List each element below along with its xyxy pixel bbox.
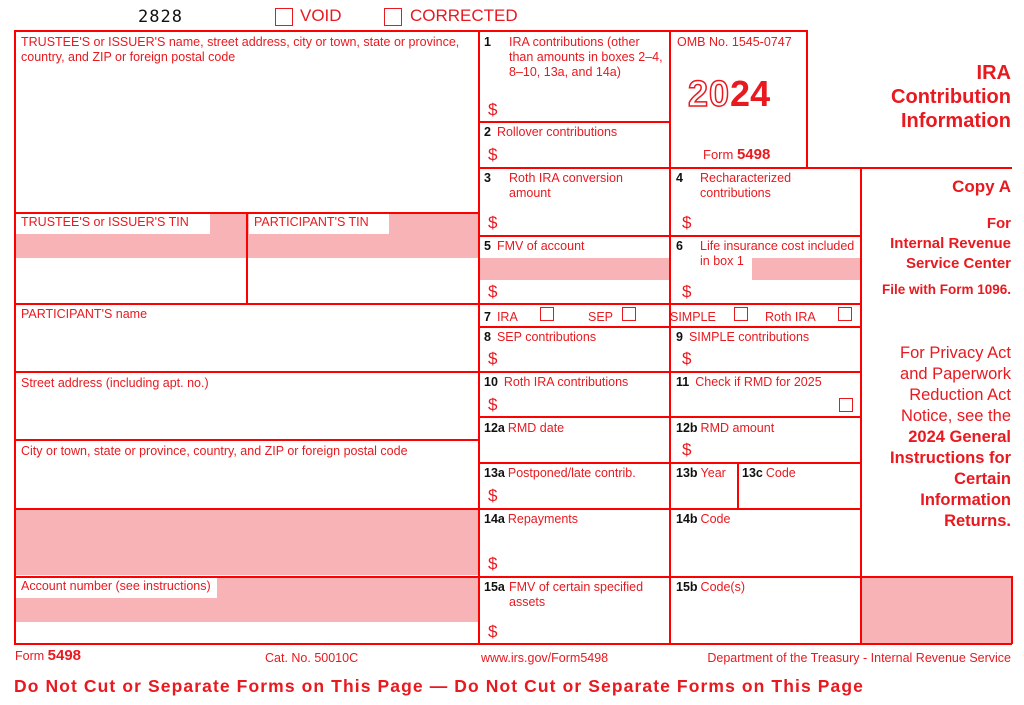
- box2-number: 2: [484, 125, 491, 139]
- form-code: 2828: [138, 7, 183, 27]
- box10-text: Roth IRA contributions: [503, 375, 629, 389]
- copy-label: Copy A: [952, 177, 1011, 196]
- box14a-field[interactable]: [500, 551, 665, 573]
- rule-m3: [478, 235, 861, 237]
- street-label: Street address (including apt. no.): [21, 376, 209, 390]
- box15b-label: [676, 580, 745, 595]
- rule-l5: [14, 508, 479, 510]
- box4-number: 4: [676, 171, 683, 185]
- copy-for: [890, 214, 1011, 274]
- privacy-line8: Information: [920, 491, 1011, 509]
- box13a-text: Postponed/late contrib.: [507, 466, 636, 480]
- box12b-number: 12b: [676, 421, 698, 435]
- box12a-number: 12a: [484, 421, 505, 435]
- footer-cat-no: Cat. No. 50010C: [265, 651, 359, 665]
- box14a-label: [484, 512, 578, 527]
- copy-irs-line1: Internal Revenue: [890, 235, 1011, 252]
- box11-label: [676, 375, 822, 390]
- box6-number: 6: [676, 239, 683, 253]
- box12b-label: [676, 421, 774, 436]
- box13a-field[interactable]: [500, 484, 665, 506]
- rule-m7: [478, 416, 861, 418]
- box8-label: [484, 330, 596, 345]
- box13c-label: [742, 466, 796, 481]
- box5-number: 5: [484, 239, 491, 253]
- box9-number: 9: [676, 330, 683, 344]
- box9-dollar: $: [682, 349, 692, 368]
- box13b-label: [676, 466, 726, 481]
- box3-number: 3: [484, 171, 491, 185]
- rule-tin-split: [246, 212, 248, 303]
- box6-label: [676, 239, 689, 254]
- box5-label: [484, 239, 585, 254]
- rule-top-right: [478, 30, 808, 32]
- box8-field[interactable]: [500, 347, 665, 369]
- privacy-line2: and Paperwork: [900, 365, 1011, 383]
- tax-year: [688, 74, 770, 114]
- omb-form-id: [703, 146, 770, 163]
- footer-dept: Department of the Treasury - Internal Revenue Service: [707, 651, 1011, 665]
- privacy-line3: Reduction Act: [909, 386, 1011, 404]
- box10-label: [484, 375, 628, 390]
- cut-warning: Do Not Cut or Separate Forms on This Page — Do Not Cut or Separate Forms on This Page: [14, 676, 864, 696]
- box6-dollar: $: [682, 282, 692, 301]
- omb-form-number: 5498: [736, 146, 771, 163]
- file-with: File with Form 1096.: [881, 282, 1011, 297]
- box8-text: SEP contributions: [496, 330, 597, 344]
- box14b-field[interactable]: [676, 530, 856, 572]
- footer-form: [15, 647, 81, 664]
- box13c-text: Code: [765, 466, 796, 480]
- box7-roth-label: Roth IRA: [765, 310, 816, 324]
- box1-dollar: $: [488, 100, 498, 119]
- box2-field[interactable]: [500, 143, 665, 165]
- box12a-field[interactable]: [484, 438, 665, 460]
- box15b-number: 15b: [676, 580, 698, 594]
- box10-dollar: $: [488, 395, 498, 414]
- tax-year-suffix: 24: [730, 73, 771, 114]
- box7-ira-label: IRA: [496, 310, 518, 324]
- participant-tin-field[interactable]: [249, 258, 477, 302]
- shade-right-bottom: [861, 576, 1011, 643]
- box15b-text: Code(s): [700, 580, 746, 594]
- box15a-number: 15a: [484, 580, 505, 594]
- box1-label: [484, 35, 497, 50]
- box9-field[interactable]: [694, 347, 856, 369]
- box11-text: Check if RMD for 2025: [695, 375, 822, 389]
- box12a-text: RMD date: [507, 421, 565, 435]
- rule-m8: [478, 462, 861, 464]
- trustee-name-field[interactable]: [21, 70, 461, 200]
- box3-dollar: $: [488, 213, 498, 232]
- trustee-tin-label: TRUSTEE'S or ISSUER'S TIN: [16, 214, 210, 234]
- box9-label: [676, 330, 809, 345]
- box2-label: [484, 125, 617, 140]
- privacy-notice: [890, 343, 1011, 532]
- rule-omb-right: [806, 30, 808, 167]
- box13c-number: 13c: [742, 466, 763, 480]
- box3-field[interactable]: [500, 210, 665, 232]
- box7-sep-checkbox[interactable]: [622, 307, 636, 321]
- title-line1: IRA: [976, 62, 1011, 84]
- box7-roth-checkbox[interactable]: [838, 307, 852, 321]
- rule-m4: [478, 303, 861, 305]
- box3-label: [484, 171, 497, 186]
- void-label: VOID: [300, 6, 342, 25]
- box1-text: IRA contributions (other than amounts in boxes 2–4, 8–10, 13a, and 14a): [509, 35, 663, 79]
- shade-left-block: [15, 508, 478, 575]
- title-line3: Information: [901, 110, 1011, 132]
- box2-dollar: $: [488, 145, 498, 164]
- box7-ira-checkbox[interactable]: [540, 307, 554, 321]
- box15a-dollar: $: [488, 622, 498, 641]
- privacy-line5: 2024 General: [908, 428, 1011, 446]
- box2-text: Rollover contributions: [496, 125, 618, 139]
- privacy-line7: Certain: [954, 470, 1011, 488]
- participant-name-field[interactable]: [16, 325, 476, 369]
- box5-text: FMV of account: [496, 239, 585, 253]
- participant-name-label: PARTICIPANT'S name: [21, 307, 148, 321]
- rule-copy-left: [860, 167, 862, 644]
- rule-m10: [478, 576, 1012, 578]
- rule-m9: [478, 508, 861, 510]
- shade-box5: [479, 258, 670, 280]
- corrected-label: CORRECTED: [410, 6, 518, 25]
- box15a-field[interactable]: [500, 619, 665, 641]
- privacy-line9: Returns.: [944, 512, 1011, 530]
- box4-label: [676, 171, 689, 186]
- trustee-name-label: TRUSTEE'S or ISSUER'S name, street address, city or town, state or province, country, and ZIP or foreign postal code: [21, 35, 460, 64]
- footer-url: www.irs.gov/Form5498: [481, 651, 609, 665]
- omb-form-label: Form: [703, 147, 734, 162]
- box13c-field[interactable]: [742, 484, 856, 506]
- city-label: City or town, state or province, country, and ZIP or foreign postal code: [21, 444, 408, 458]
- form-title: [891, 61, 1011, 133]
- privacy-line4: Notice, see the: [900, 407, 1011, 425]
- account-label: Account number (see instructions): [16, 578, 217, 598]
- title-line2: Contribution: [891, 86, 1011, 108]
- box14a-number: 14a: [484, 512, 505, 526]
- box13a-label: [484, 466, 636, 481]
- box11-checkbox[interactable]: [839, 398, 853, 412]
- rule-13b-split: [737, 462, 739, 508]
- privacy-line6: Instructions for: [889, 449, 1011, 467]
- box12b-field[interactable]: [694, 438, 856, 460]
- box13b-number: 13b: [676, 466, 698, 480]
- box14a-text: Repayments: [507, 512, 579, 526]
- rule-m1: [478, 121, 670, 123]
- copy-for-label: For: [986, 215, 1011, 232]
- trustee-tin-field[interactable]: [16, 258, 244, 302]
- box11-number: 11: [676, 375, 690, 389]
- box9-text: SIMPLE contributions: [688, 330, 810, 344]
- box6-field[interactable]: [694, 281, 856, 301]
- box14b-number: 14b: [676, 512, 698, 526]
- omb-number: OMB No. 1545-0747: [677, 35, 792, 49]
- copy-irs-line2: Service Center: [905, 255, 1011, 272]
- box13b-text: Year: [700, 466, 726, 480]
- box12b-dollar: $: [682, 440, 692, 459]
- box7-sep-label: SEP: [588, 310, 614, 324]
- box5-dollar: $: [488, 282, 498, 301]
- tax-year-prefix: 20: [688, 73, 731, 114]
- box13b-field[interactable]: [676, 484, 734, 506]
- box4-field[interactable]: [694, 210, 856, 232]
- account-field[interactable]: [16, 600, 476, 640]
- box7-simple-checkbox[interactable]: [734, 307, 748, 321]
- box7-simple-label: SIMPLE: [670, 310, 716, 324]
- box4-dollar: $: [682, 213, 692, 232]
- box14b-text: Code: [700, 512, 731, 526]
- box15a-label: [484, 580, 508, 595]
- box8-number: 8: [484, 330, 491, 344]
- box15a-text: FMV of certain specified assets: [509, 580, 644, 609]
- rule-m2: [478, 167, 1012, 169]
- box7-number: 7: [484, 310, 491, 324]
- box8-dollar: $: [488, 349, 498, 368]
- rule-right: [1011, 576, 1013, 644]
- city-field[interactable]: [16, 461, 476, 505]
- rule-l4: [14, 439, 479, 441]
- box14b-label: [676, 512, 730, 527]
- box13a-dollar: $: [488, 486, 498, 505]
- box5-field[interactable]: [500, 281, 665, 301]
- box1-field[interactable]: [500, 96, 665, 118]
- box15b-field[interactable]: [676, 598, 856, 640]
- rule-bottom: [14, 643, 1012, 645]
- box3-text: Roth IRA conversion amount: [509, 171, 623, 200]
- box10-field[interactable]: [500, 393, 665, 415]
- rule-l2: [14, 303, 479, 305]
- participant-tin-label: PARTICIPANT'S TIN: [249, 214, 389, 234]
- privacy-line1: For Privacy Act: [900, 344, 1011, 362]
- void-checkbox[interactable]: [275, 8, 293, 26]
- rule-m6: [478, 371, 861, 373]
- street-field[interactable]: [16, 393, 476, 437]
- box4-text: Recharacterized contributions: [700, 171, 792, 200]
- box1-number: 1: [484, 35, 491, 49]
- corrected-checkbox[interactable]: [384, 8, 402, 26]
- box14a-dollar: $: [488, 554, 498, 573]
- footer-form-label: Form: [15, 649, 45, 663]
- box12b-text: RMD amount: [700, 421, 775, 435]
- footer-form-number: 5498: [47, 647, 82, 664]
- box12a-label: [484, 421, 564, 436]
- box7-label: [484, 310, 518, 325]
- rule-l3: [14, 371, 479, 373]
- box10-number: 10: [484, 375, 498, 389]
- box6-text: Life insurance cost included in box 1: [700, 239, 855, 268]
- rule-m5: [478, 326, 861, 328]
- box13a-number: 13a: [484, 466, 505, 480]
